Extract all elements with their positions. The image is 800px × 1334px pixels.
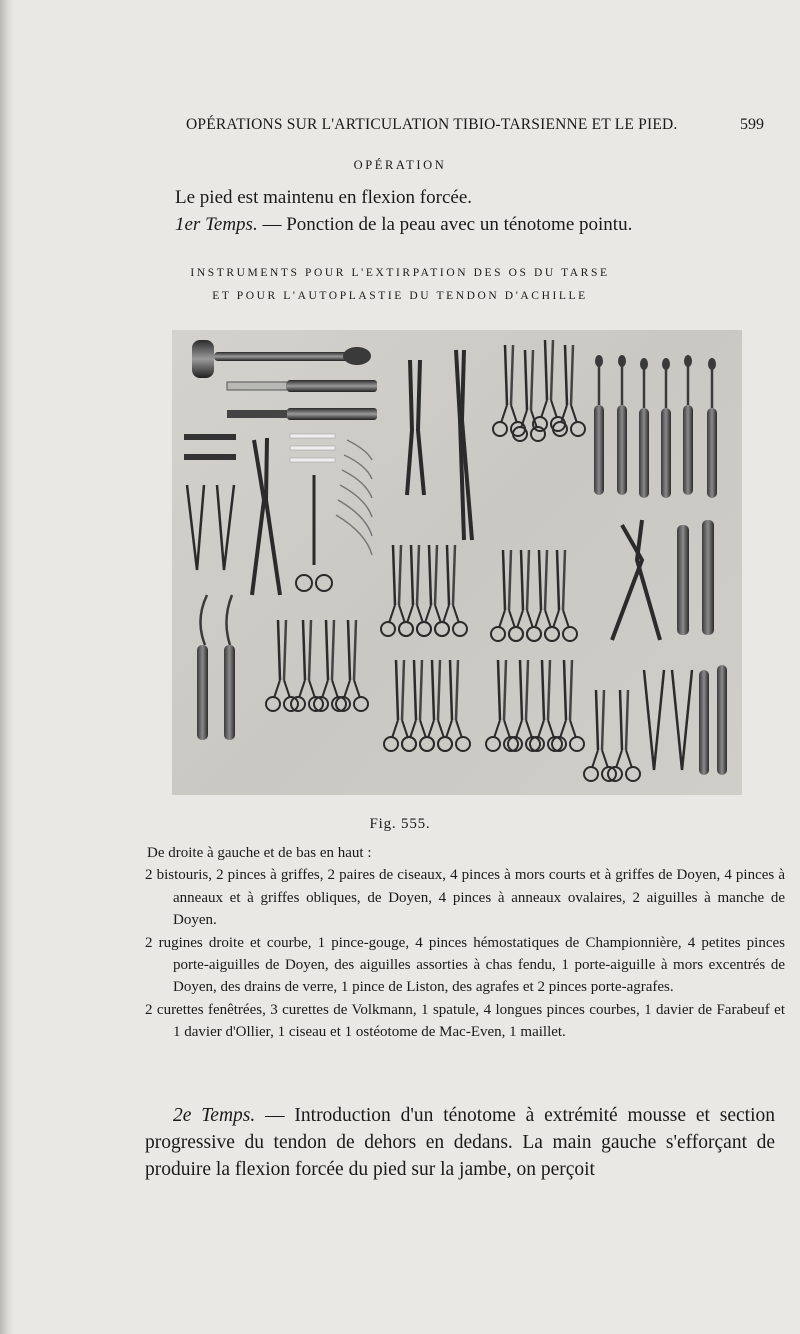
osteotome-icon xyxy=(227,408,377,420)
step1-label: 1er Temps. xyxy=(175,214,258,235)
page-number: 599 xyxy=(740,116,764,133)
mallet-icon xyxy=(192,340,371,378)
intro-line: Le pied est maintenu en flexion forcée. xyxy=(175,187,473,208)
legend-item: 2 rugines droite et courbe, 1 pince-gouge, 4 pinces hémostatiques de Championnière, 4 petites pinces porte-aiguilles de Doyen, des aiguilles assorties à chas fendu, 1 porte-aiguille à mors excentrés de Doyen, des drains de verre, 1 pince de Liston, des agrafes et 2 pinces porte-agrafes. xyxy=(145,934,785,996)
hemostats-icon xyxy=(493,340,585,441)
aiguilles-icon xyxy=(197,595,235,740)
davier-icon xyxy=(612,520,660,640)
pinces-griffes-icon xyxy=(644,670,692,770)
legend-item: 2 curettes fenêtrées, 3 curettes de Volkmann, 1 spatule, 4 longues pinces courbes, 1 davier de Farabeuf et 1 davier d'Ollier, 1 ciseau et 1 ostéotome de Mac-Even, 1 maillet. xyxy=(145,1001,785,1041)
legend-lead: De droite à gauche et de bas en haut : xyxy=(147,845,372,861)
instrument-plate xyxy=(172,330,742,795)
instrument-plate-image xyxy=(172,330,742,795)
gouge-forceps-icon xyxy=(407,350,472,540)
forceps-icon xyxy=(187,485,234,570)
pinces-anneaux-icon xyxy=(266,620,640,781)
legend-item: 2 bistouris, 2 pinces à griffes, 2 paires de ciseaux, 4 pinces à mors courts et à griffes de Doyen, 4 pinces à anneaux et à griffes obliques, de Doyen, 4 pinces à anneaux ovalaires, 2 aiguilles à manche de Doyen. xyxy=(145,867,785,929)
liston-forceps-icon xyxy=(252,438,280,595)
agrafes-icon xyxy=(184,434,335,462)
needle-holder-icon xyxy=(296,475,332,591)
figure-label: Fig. 555. xyxy=(369,816,431,832)
step1-text: — Ponction de la peau avec un ténotome pointu. xyxy=(262,214,633,235)
page-edge-shadow xyxy=(0,0,14,1334)
needle-holders-icon xyxy=(381,545,577,641)
needles-icon xyxy=(336,440,372,555)
rugines-icon xyxy=(677,520,714,635)
section-title: OPÉRATION xyxy=(353,158,447,172)
figure-caption-line2: ET POUR L'AUTOPLASTIE DU TENDON D'ACHILLE xyxy=(212,290,588,302)
step2-text: — Introduction d'un ténotome à extrémité mousse et section progressive du tendon de dehors en dedans. La main gauche s'efforçant de produire la flexion forcée du pied sur la jambe, on perçoit xyxy=(145,1105,775,1180)
step1-line xyxy=(175,214,632,236)
curettes-icon xyxy=(594,355,717,498)
step2-label: 2e Temps. xyxy=(173,1105,256,1126)
chisel-icon xyxy=(227,380,377,392)
running-head: OPÉRATIONS SUR L'ARTICULATION TIBIO-TARSIENNE ET LE PIED. xyxy=(186,116,678,133)
figure-legend xyxy=(145,842,785,1044)
bistouris-icon xyxy=(699,665,727,775)
step2-paragraph xyxy=(145,1102,775,1183)
figure-caption-line1: INSTRUMENTS POUR L'EXTIRPATION DES OS DU TARSE xyxy=(190,267,610,279)
